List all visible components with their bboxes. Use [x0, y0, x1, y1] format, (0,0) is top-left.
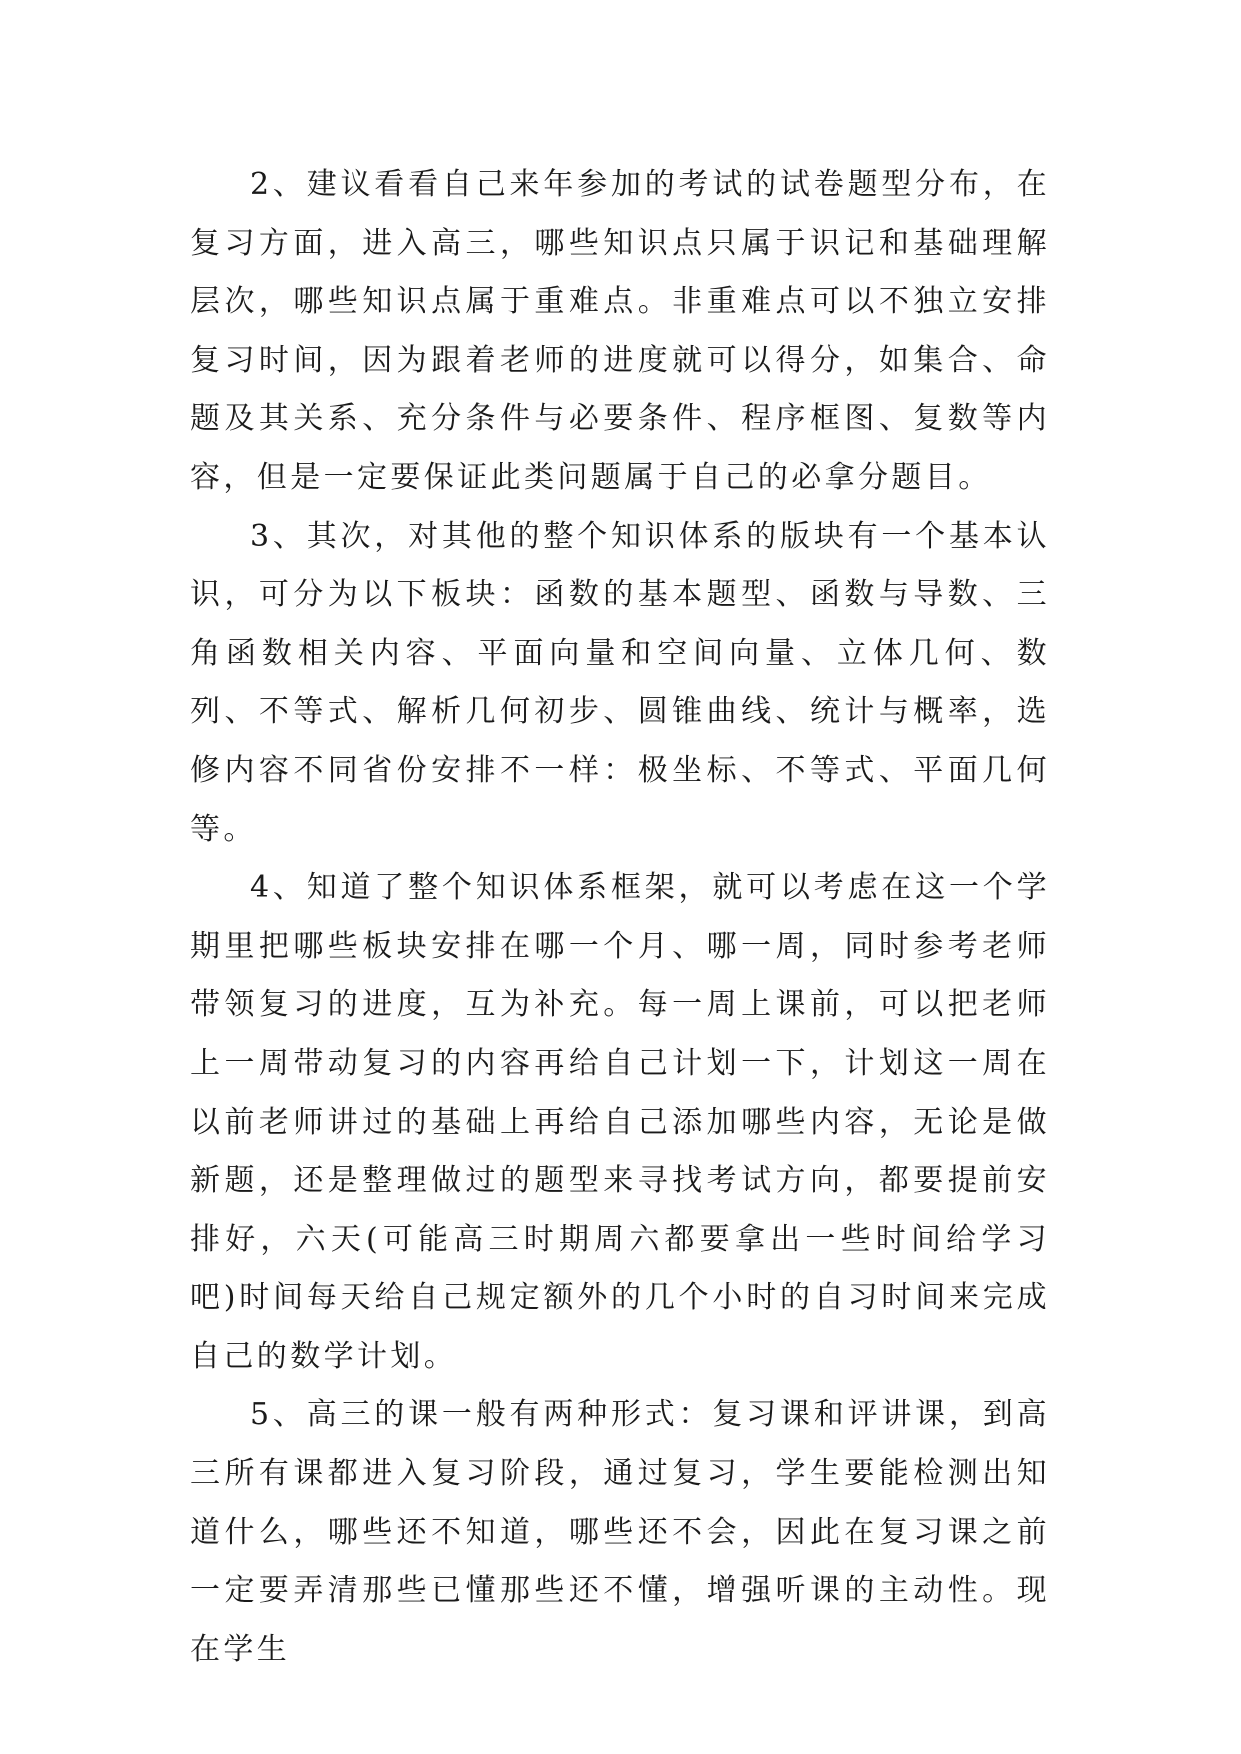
paragraph-3: 3、其次，对其他的整个知识体系的版块有一个基本认识，可分为以下板块：函数的基本题型、函数与导数、三角函数相关内容、平面向量和空间向量、立体几何、数列、不等式、解析几何初步、圆锥曲线、统计与概率，选修内容不同省份安排不一样：极坐标、不等式、平面几何等。 [190, 518, 1050, 847]
document-body [190, 156, 1050, 1679]
paragraph-5: 5、高三的课一般有两种形式：复习课和评讲课，到高三所有课都进入复习阶段，通过复习，学生要能检测出知道什么，哪些还不知道，哪些还不会，因此在复习课之前一定要弄清那些已懂那些还不懂，增强听课的主动性。现在学生 [190, 1397, 1050, 1667]
paragraph-2: 2、建议看看自己来年参加的考试的试卷题型分布，在复习方面，进入高三，哪些知识点只属于识记和基础理解层次，哪些知识点属于重难点。非重难点可以不独立安排复习时间，因为跟着老师的进度就可以得分，如集合、命题及其关系、充分条件与必要条件、程序框图、复数等内容，但是一定要保证此类问题属于自己的必拿分题目。 [190, 167, 1050, 495]
paragraph-4: 4、知道了整个知识体系框架，就可以考虑在这一个学期里把哪些板块安排在哪一个月、哪一周，同时参考老师带领复习的进度，互为补充。每一周上课前，可以把老师上一周带动复习的内容再给自己计划一下，计划这一周在以前老师讲过的基础上再给自己添加哪些内容，无论是做新题，还是整理做过的题型来寻找考试方向，都要提前安排好，六天(可能高三时期周六都要拿出一些时间给学习吧)时间每天给自己规定额外的几个小时的自习时间来完成自己的数学计划。 [190, 870, 1050, 1374]
